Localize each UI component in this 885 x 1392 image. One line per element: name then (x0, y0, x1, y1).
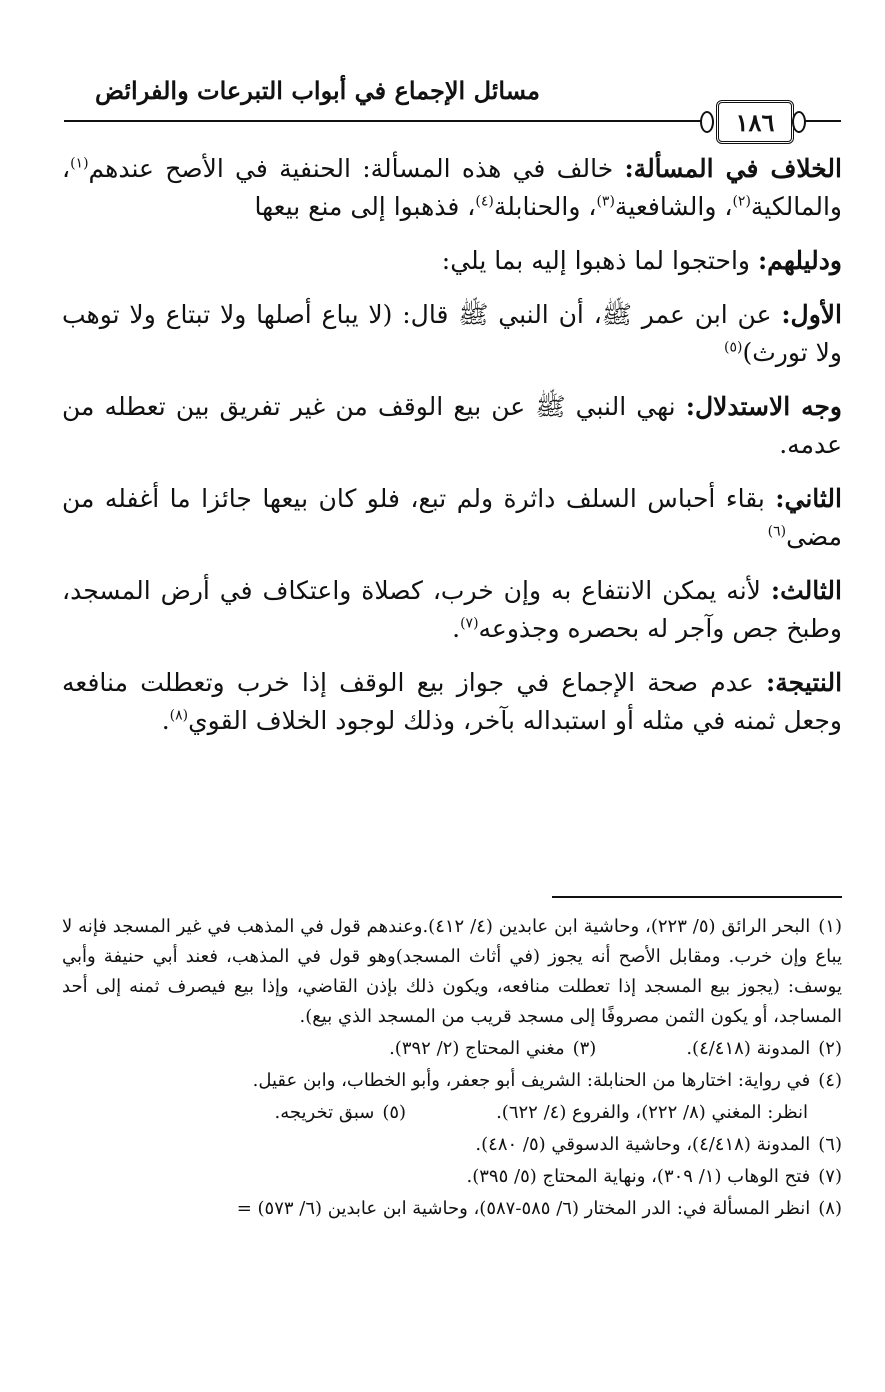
footnote-separator (552, 896, 842, 898)
footnotes (62, 912, 842, 1226)
paragraph-text: بقاء أحباس السلف داثرة ولم تبع، فلو كان بيعها جائزا ما أغفله من مضى (62, 484, 842, 551)
main-text (62, 150, 842, 756)
footnote-1 (62, 912, 842, 1032)
footnote-ref[interactable]: (٨) (169, 707, 189, 724)
page-number: ١٨٦ (716, 100, 794, 144)
paragraph-lead: النتيجة: (766, 668, 843, 697)
paragraph-disagreement (62, 150, 842, 226)
footnote-number: (٨) (818, 1198, 842, 1219)
paragraph-text: ، فذهبوا إلى منع بيعها (254, 192, 476, 221)
paragraph-tail: . (452, 614, 461, 643)
footnote-5 (275, 1098, 407, 1128)
paragraph-text: عن ابن عمر ﷺ، أن النبي ﷺ قال: (لا يباع أصلها ولا تبتاع ولا توهب ولا تورث) (62, 300, 842, 367)
paragraph-lead: الثالث: (770, 576, 842, 605)
footnote-3 (389, 1034, 596, 1064)
paragraph-inference (62, 388, 842, 464)
footnote-4-continuation: انظر: المغني (٨/ ٢٢٢)، والفروع (٤/ ٦٢٢). (496, 1102, 808, 1123)
header-rule (64, 120, 704, 122)
footnote-text: المدونة (٤/٤١٨)، وحاشية الدسوقي (٥/ ٤٨٠). (475, 1134, 811, 1155)
footnote-ref[interactable]: (١) (70, 155, 89, 172)
footnote-number: (١) (818, 916, 842, 937)
running-header-title: مسائل الإجماع في أبواب التبرعات والفرائض (94, 76, 540, 105)
ornament-right (792, 111, 806, 133)
paragraph-tail: . (161, 706, 170, 735)
footnote-ref[interactable]: (٣) (596, 193, 615, 210)
footnote-text: مغني المحتاج (٢/ ٣٩٢). (389, 1038, 565, 1059)
footnote-number: (٧) (818, 1166, 842, 1187)
footnote-4 (62, 1066, 842, 1096)
paragraph-text: ، والمالكية (62, 154, 842, 221)
paragraph-lead: الأول: (781, 300, 842, 329)
footnote-number: (٥) (382, 1102, 407, 1123)
footnote-number: (٢) (818, 1038, 842, 1059)
paragraph-lead: الخلاف في المسألة: (624, 154, 842, 183)
paragraph-lead: ودليلهم: (757, 246, 842, 275)
paragraph-text: نهي النبي ﷺ عن بيع الوقف من غير تفريق بين تعطله من عدمه. (62, 392, 842, 459)
paragraph-lead: وجه الاستدلال: (685, 392, 842, 421)
footnote-number: (٤) (818, 1070, 842, 1091)
footnote-ref[interactable]: (٥) (724, 339, 743, 356)
footnote-number: (٦) (818, 1134, 842, 1155)
footnote-row-2-3 (62, 1034, 842, 1064)
paragraph-text: لأنه يمكن الانتفاع به وإن خرب، كصلاة واعتكاف في أرض المسجد، وطبخ جص وآجر له بحصره وجذوعه (62, 576, 842, 643)
paragraph-third (62, 572, 842, 648)
paragraph-text: عدم صحة الإجماع في جواز بيع الوقف إذا خرب وتعطلت منافعه وجعل ثمنه في مثله أو استبداله بآخر، وذلك لوجود الخلاف القوي (62, 668, 842, 735)
footnote-7 (62, 1162, 842, 1192)
footnote-text: المدونة (٤/٤١٨). (686, 1038, 811, 1059)
paragraph-text: خالف في هذه المسألة: الحنفية في الأصح عندهم (88, 154, 614, 183)
paragraph-text: ، والشافعية (614, 192, 733, 221)
footnote-2 (686, 1034, 842, 1064)
paragraph-result (62, 664, 842, 740)
paragraph-text: ، والحنابلة (493, 192, 597, 221)
footnote-number: (٣) (572, 1038, 597, 1059)
footnote-text: انظر المسألة في: الدر المختار (٦/ ٥٨٥-٥٨٧)، وحاشية ابن عابدين (٦/ ٥٧٣) = (236, 1198, 811, 1219)
paragraph-first (62, 296, 842, 372)
ornament-left (700, 111, 714, 133)
paragraph-text: واحتجوا لما ذهبوا إليه بما يلي: (441, 246, 750, 275)
footnote-6 (62, 1130, 842, 1160)
paragraph-lead: الثاني: (775, 484, 842, 513)
footnote-text: سبق تخريجه. (274, 1102, 375, 1123)
footnote-text: فتح الوهاب (١/ ٣٠٩)، ونهاية المحتاج (٥/ ٣٩٥). (466, 1166, 811, 1187)
footnote-8 (62, 1194, 842, 1224)
footnote-ref[interactable]: (٧) (460, 615, 479, 632)
footnote-row-4-5 (62, 1098, 842, 1128)
footnote-text: في رواية: اختارها من الحنابلة: الشريف أبو جعفر، وأبو الخطاب، وابن عقيل. (252, 1070, 811, 1091)
footnote-ref[interactable]: (٤) (475, 193, 494, 210)
footnote-text: البحر الرائق (٥/ ٢٢٣)، وحاشية ابن عابدين (٤/ ٤١٢).وعندهم قول في المذهب في غير المسجد فإنه لا يباع وإن خرب. ومقابل الأصح أنه يجوز (في أثاث المسجد)وهو قول في المذهب، فعند أبي حنيفة وأبي يوسف: (يجوز بيع المسجد إذا تعطلت منافعه، ويكون ذلك بإذن القاضي، وإذا بيع فيصرف ثمنه إلى أحد المساجد، أو يكون الثمن مصروفًا إلى مسجد قريب من المسجد الذي بيع). (62, 916, 842, 1027)
footnote-ref[interactable]: (٢) (732, 193, 751, 210)
footnote-ref[interactable]: (٦) (767, 523, 787, 540)
paragraph-second (62, 480, 842, 556)
paragraph-evidence (62, 242, 842, 280)
